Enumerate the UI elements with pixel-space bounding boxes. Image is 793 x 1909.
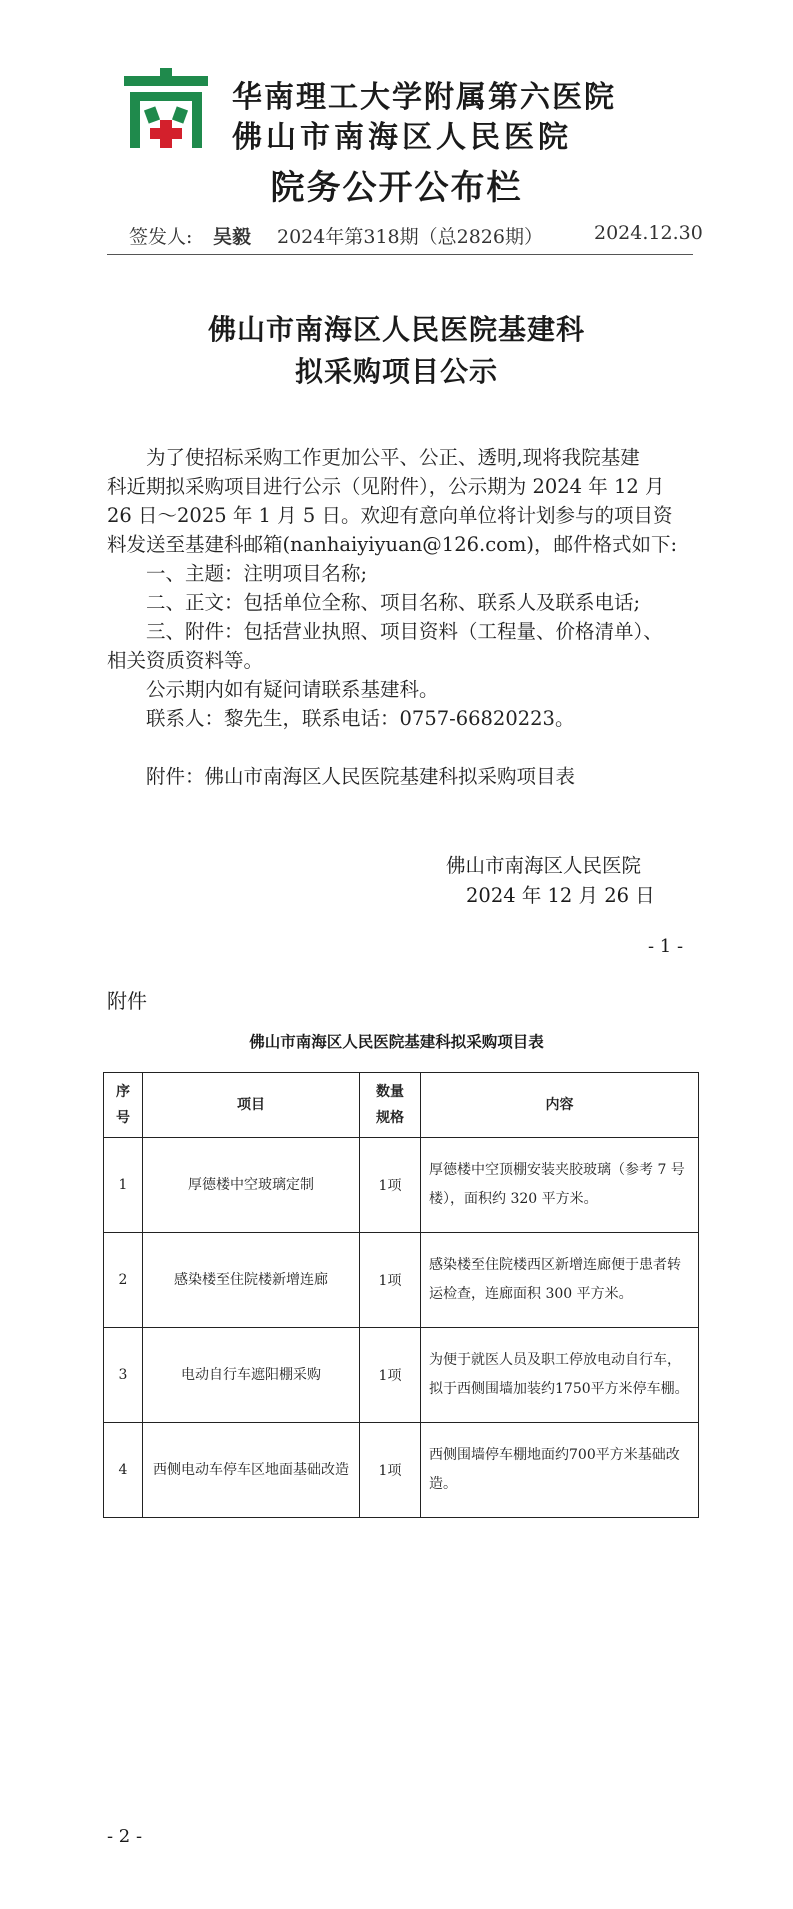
body-line: 三、附件：包括营业执照、项目资料（工程量、价格清单）、 <box>107 620 663 643</box>
issue-date: 2024.12.30 <box>594 222 703 244</box>
hospital-name-primary: 华南理工大学附属第六医院 <box>232 80 616 115</box>
row-content: 为便于就医人员及职工停放电动自行车，拟于西侧围墙加装约1750平方米停车棚。 <box>421 1328 699 1423</box>
row-content: 西侧围墙停车棚地面约700平方米基础改造。 <box>421 1423 699 1518</box>
body-line: 相关资质资料等。 <box>107 649 264 672</box>
column-header-index: 序 号 <box>104 1073 143 1138</box>
signing-date: 2024 年 12 月 26 日 <box>466 884 655 907</box>
row-item: 感染楼至住院楼新增连廊 <box>143 1233 360 1328</box>
row-content: 厚德楼中空顶棚安装夹胶玻璃（参考 7 号楼），面积约 320 平方米。 <box>421 1138 699 1233</box>
row-item: 电动自行车遮阳棚采购 <box>143 1328 360 1423</box>
table-row <box>104 1233 699 1328</box>
body-line: 公示期内如有疑问请联系基建科。 <box>107 678 439 701</box>
hospital-logo <box>124 68 208 148</box>
column-header-content: 内容 <box>421 1073 699 1138</box>
table-row <box>104 1423 699 1518</box>
attachment-reference: 附件：佛山市南海区人民医院基建科拟采购项目表 <box>107 765 576 788</box>
table-title: 佛山市南海区人民医院基建科拟采购项目表 <box>249 1032 544 1051</box>
body-line: 一、主题：注明项目名称; <box>107 562 368 585</box>
page-number: - 1 - <box>648 936 684 957</box>
row-index: 4 <box>104 1423 143 1518</box>
notice-title-line-2: 拟采购项目公示 <box>294 355 498 388</box>
row-quantity: 1项 <box>360 1328 421 1423</box>
row-content: 感染楼至住院楼西区新增连廊便于患者转运检查，连廊面积 300 平方米。 <box>421 1233 699 1328</box>
procurement-table <box>103 1072 699 1518</box>
body-line: 料发送至基建科邮箱(nanhaiyiyuan@126.com)，邮件格式如下: <box>107 533 678 556</box>
signer-label: 签发人: <box>129 226 193 248</box>
table-row <box>104 1138 699 1233</box>
table-row <box>104 1328 699 1423</box>
issue-number: 2024年第318期（总2826期） <box>277 226 543 248</box>
column-header-item: 项目 <box>143 1073 360 1138</box>
row-index: 3 <box>104 1328 143 1423</box>
row-item: 厚德楼中空玻璃定制 <box>143 1138 360 1233</box>
body-line: 二、正文：包括单位全称、项目名称、联系人及联系电话; <box>107 591 641 614</box>
signer-name: 吴毅 <box>213 226 252 248</box>
page-number: - 2 - <box>107 1826 143 1847</box>
issue-bar <box>107 218 703 255</box>
row-index: 2 <box>104 1233 143 1328</box>
table-header-row <box>104 1073 699 1138</box>
row-index: 1 <box>104 1138 143 1233</box>
hospital-name-secondary: 佛山市南海区人民医院 <box>232 120 572 155</box>
row-quantity: 1项 <box>360 1423 421 1518</box>
signing-organization: 佛山市南海区人民医院 <box>446 854 642 877</box>
attachment-heading: 附件 <box>107 989 147 1013</box>
board-title: 院务公开公布栏 <box>270 168 523 208</box>
body-line: 联系人：黎先生，联系电话：0757-66820223。 <box>107 707 575 730</box>
row-item: 西侧电动车停车区地面基础改造 <box>143 1423 360 1518</box>
body-line: 26 日～2025 年 1 月 5 日。欢迎有意向单位将计划参与的项目资 <box>107 504 673 527</box>
row-quantity: 1项 <box>360 1138 421 1233</box>
column-header-quantity: 数量 规格 <box>360 1073 421 1138</box>
notice-title-line-1: 佛山市南海区人民医院基建科 <box>207 313 585 346</box>
body-line: 科近期拟采购项目进行公示（见附件），公示期为 2024 年 12 月 <box>107 475 665 498</box>
row-quantity: 1项 <box>360 1233 421 1328</box>
body-line: 为了使招标采购工作更加公平、公正、透明,现将我院基建 <box>107 446 640 469</box>
